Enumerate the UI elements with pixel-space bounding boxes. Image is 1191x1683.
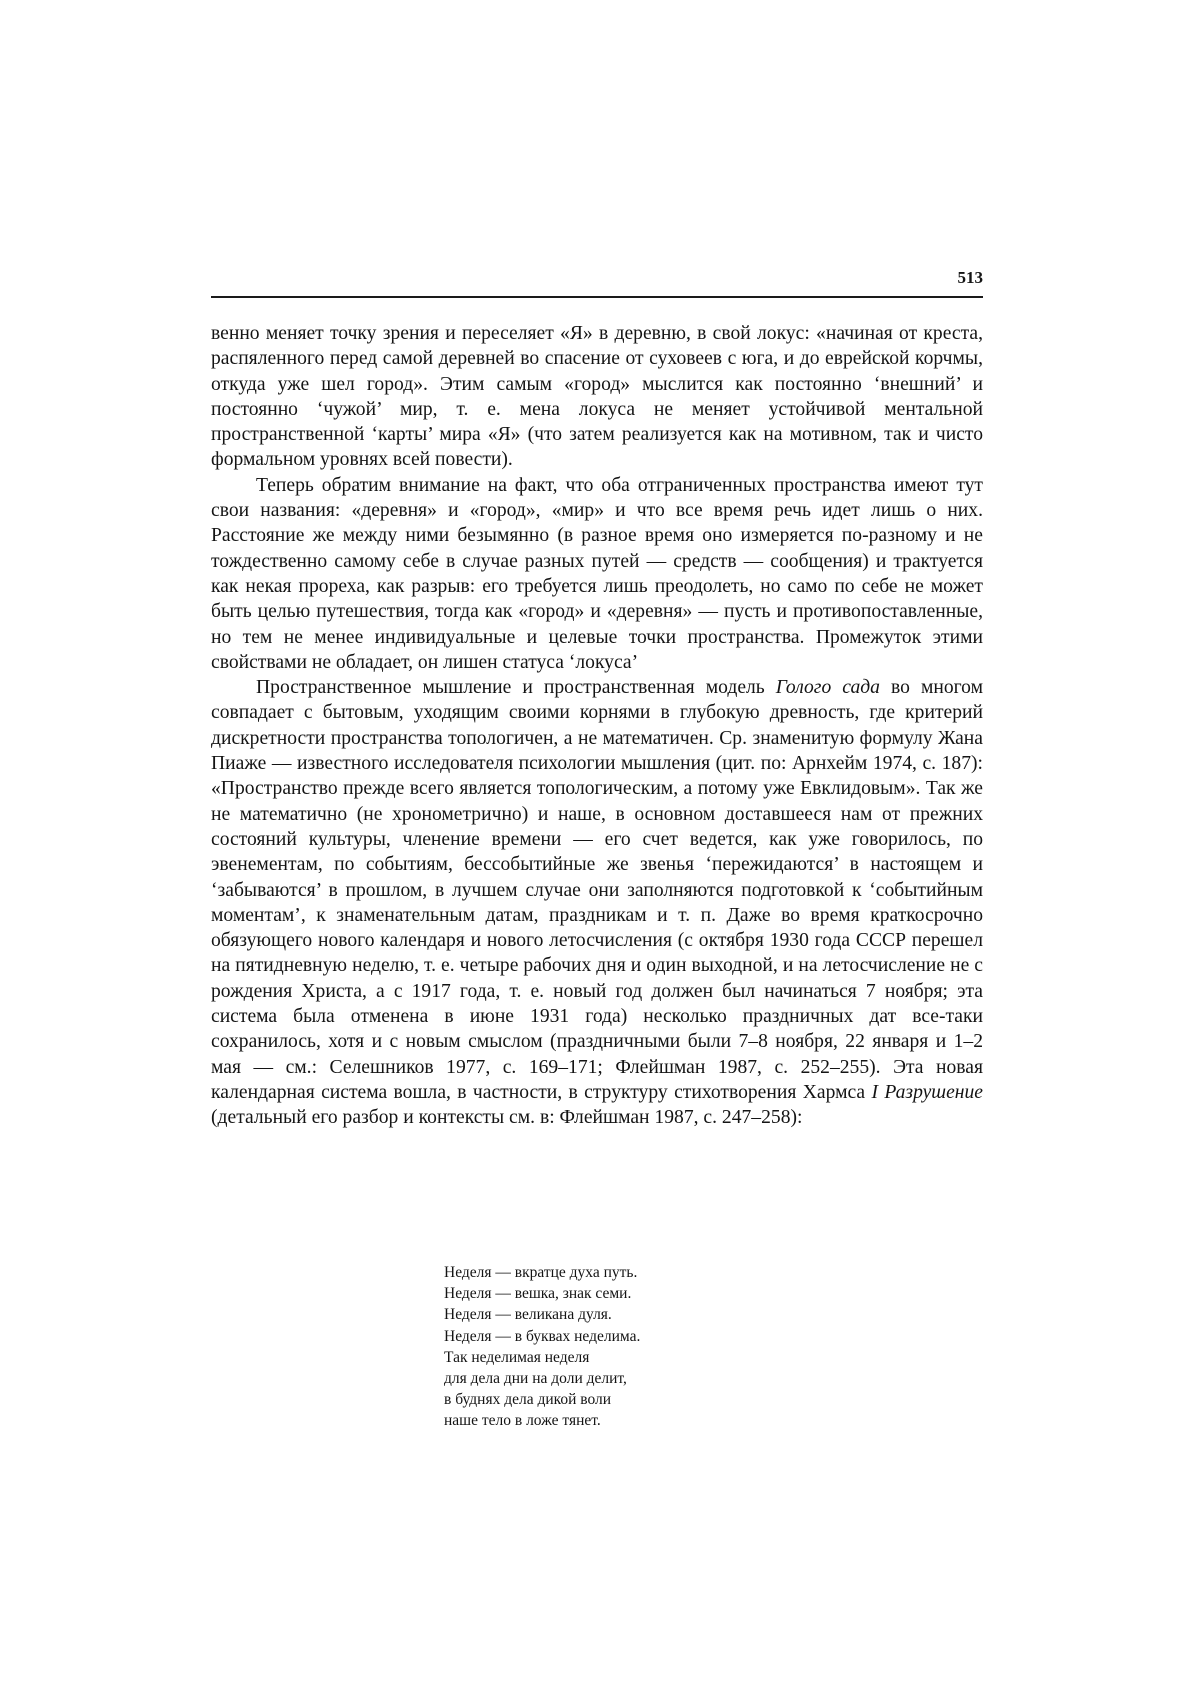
poem-line: наше тело в ложе тянет. <box>444 1412 601 1430</box>
italic-title-golyi-sad: Голого сада <box>775 677 880 699</box>
paragraph-3-text: Пространственное мышление и пространственная модель <box>256 677 776 699</box>
poem-line: в буднях дела дикой воли <box>444 1391 612 1409</box>
body-text <box>211 321 983 1131</box>
paragraph-2: Теперь обратим внимание на факт, что оба отграниченных пространства имеют тут свои названия: «деревня» и «город», «мир» и что все время речь идет лишь о них. Расстояние же между ними безымянно (в разное время оно измеряется по-разному и не тождественно самому себе в случае разных путей — средств — сообщения) и трактуется как некая прореха, как разрыв: его требуется лишь преодолеть, но само по себе не может быть целью путешествия, тогда как «город» и «деревня» — пусть и противопоставленные, но тем не менее индивидуальные и целевые точки пространства. Промежуток этими свойствами не обладает, он лишен статуса ‘локуса’ <box>211 474 983 673</box>
poem-line: Так неделимая неделя <box>444 1348 590 1366</box>
page-header <box>211 262 983 298</box>
paragraph-3-text-cont: во многом совпадает с бытовым, уходящим своими корнями в глубокую древность, где критерий дискретности пространства топологичен, а не математичен. Ср. знаменитую формулу Жана Пиаже — известного исследователя психологии мышления (цит. по: Арнхейм 1974, с. 187): «Пространство прежде всего является топологическим, а потому уже Евклидовым». Так же не математично (не хронометрично) и наше, в основном доставшееся нам от прежних состояний культуры, членение времени — его счет ведется, как уже говорилось, по эвенементам, по событиям, бессобытийные же звенья ‘пережидаются’ в настоящем и ‘забываются’ в прошлом, в лучшем случае они заполняются подготовкой к ‘событийным моментам’, к знаменательным датам, праздникам и т. п. Даже во время краткосрочно обязующего нового календаря и нового летосчисления (с октября 1930 года СССР перешел на пятидневную неделю, т. е. четыре рабочих дня и один выходной, и на летосчисление не с рождения Христа, а с 1917 года, т. е. новый год должен был начинаться 7 ноября; эта система была отменена в июне 1931 года) несколько праздничных дат все-таки сохранилось, хотя и с новым смыслом (праздничными были 7–8 ноября, 22 января и 1–2 мая — см.: Селешников 1977, с. 169–171; Флейшман 1987, с. 252–255). Эта новая календарная система вошла, в частности, в структуру стихотворения Хармса <box>211 677 983 1103</box>
paragraph-3 <box>211 675 983 1130</box>
poem-line: Неделя — вешка, знак семи. <box>444 1285 632 1303</box>
poem-line: для дела дни на доли делит, <box>444 1370 627 1388</box>
poem-line: Неделя — в буквах неделима. <box>444 1327 641 1345</box>
poem-quote <box>444 1262 640 1432</box>
page-number: 513 <box>957 268 983 287</box>
italic-title-razrushenie: I Разрушение <box>871 1081 983 1103</box>
poem-line: Неделя — великана дуля. <box>444 1306 612 1324</box>
paragraph-1: венно меняет точку зрения и переселяет «Я» в деревню, в свой локус: «начиная от креста, распяленного перед самой деревней во спасение от суховеев с юга, и до еврейской корчмы, откуда уже шел город». Этим самым «город» мыслится как постоянно ‘внешний’ и постоянно ‘чужой’ мир, т. е. мена локуса не меняет устойчивой ментальной пространственной ‘карты’ мира «Я» (что затем реализуется как на мотивном, так и чисто формальном уровнях всей повести). <box>211 323 983 471</box>
poem-line: Неделя — вкратце духа путь. <box>444 1264 638 1281</box>
paragraph-3-text-end: (детальный его разбор и контексты см. в: Флейшман 1987, с. 247–258): <box>211 1107 803 1129</box>
